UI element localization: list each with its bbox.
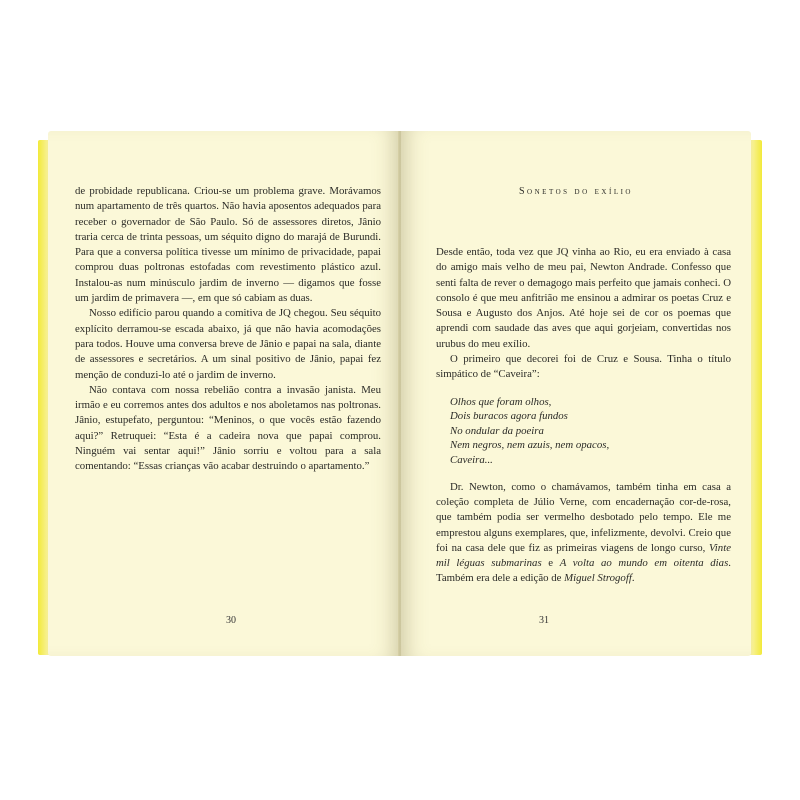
text-run: . Também era dele a edição de — [436, 557, 731, 585]
text-run: e — [541, 557, 560, 570]
left-paragraph-3: Não contava com nossa rebelião contra a invasão janista. Meu irmão e eu corremos antes dos adultos e nos aboletamos nas poltronas. Jânio, estupefato, perguntou: “Meninos, o que vocês estão fazendo aqui?” Retruquei: “Esta é a cadeira nova que papai comprou. Ninguém vai sentar aqui!” Jânio sorriu e voltou para a sala comentando: “Essas crianças vão acabar destruindo o apartamento.” — [75, 383, 381, 473]
right-paragraph-2: O primeiro que decorei foi de Cruz e Sousa. Tinha o título simpático de “Caveira”: — [436, 353, 731, 381]
poem-line: Caveira... — [450, 454, 493, 467]
poem — [450, 395, 731, 468]
running-head: Sonetos do exílio — [519, 186, 633, 197]
book-title: Miguel Strogoff — [564, 572, 632, 585]
poem-line: Olhos que foram olhos, — [450, 395, 552, 408]
left-page — [48, 131, 399, 656]
right-paragraph-1: Desde então, toda vez que JQ vinha ao Rio, eu era enviado à casa do amigo mais velho de meu pai, Newton Andrade. Confesso que senti falta de rever o demagogo mais perfeito que jamais conheci. O consolo é que meu anfitrião me ensinou a admirar os poetas Cruz e Sousa e Augusto dos Anjos. Até hoje sei de cor os poemas que aprendi com saudade das aves que aqui gorjeiam, convertidas nos urubus do meu exílio. — [436, 246, 731, 350]
text-run: . — [631, 572, 635, 585]
book-title: Vinte mil léguas submarinas — [436, 541, 731, 570]
book-title: A volta ao mundo em oitenta dias — [559, 557, 729, 570]
poem-line: No ondular da poeira — [450, 424, 544, 437]
right-page — [401, 131, 751, 656]
page-number-right: 31 — [539, 615, 549, 626]
text-run: Dr. Newton, como o chamávamos, também tinha em casa a coleção completa de Júlio Verne, com encadernação cor-de-rosa, que também podia ser vermelho desbotado pelo tempo. Ele me emprestou alguns exemplares, que, infelizmente, devolvi. Creio que foi na casa dele que fiz as primeiras viagens de longo curso, — [436, 480, 731, 554]
poem-line: Dois buracos agora fundos — [450, 410, 568, 423]
poem-line: Nem negros, nem azuis, nem opacos, — [450, 439, 610, 452]
left-paragraph-2: Nosso edifício parou quando a comitiva de JQ chegou. Seu séquito explícito derramou-se escada abaixo, já que não havia acomodações para todos. Houve uma conversa breve de Jânio e papai na sala, diante de assessores e secretários. A um sinal positivo de Jânio, papai fez menção de conduzi-lo até o jardim de inverno. — [75, 307, 381, 381]
page-number-left: 30 — [226, 615, 236, 626]
right-paragraph-3 — [436, 480, 731, 587]
left-paragraph-1: de probidade republicana. Criou-se um problema grave. Morávamos num apartamento de três quartos. Não havia aposentos adequados para receber o governador de São Paulo. Só de assessores diretos, Jânio traria cerca de trinta pessoas, um séquito digno do marajá de Burundi. Para que a conversa política tivesse um mínimo de privacidade, papai comprou duas poltronas estofadas com revestimento plástico azul. Instalou-as num minúsculo jardim de inverno — digamos que fosse um jardim de primavera —, em que só cabiam as duas. — [75, 185, 381, 305]
left-page-body — [75, 184, 381, 475]
right-page-body — [436, 245, 731, 587]
